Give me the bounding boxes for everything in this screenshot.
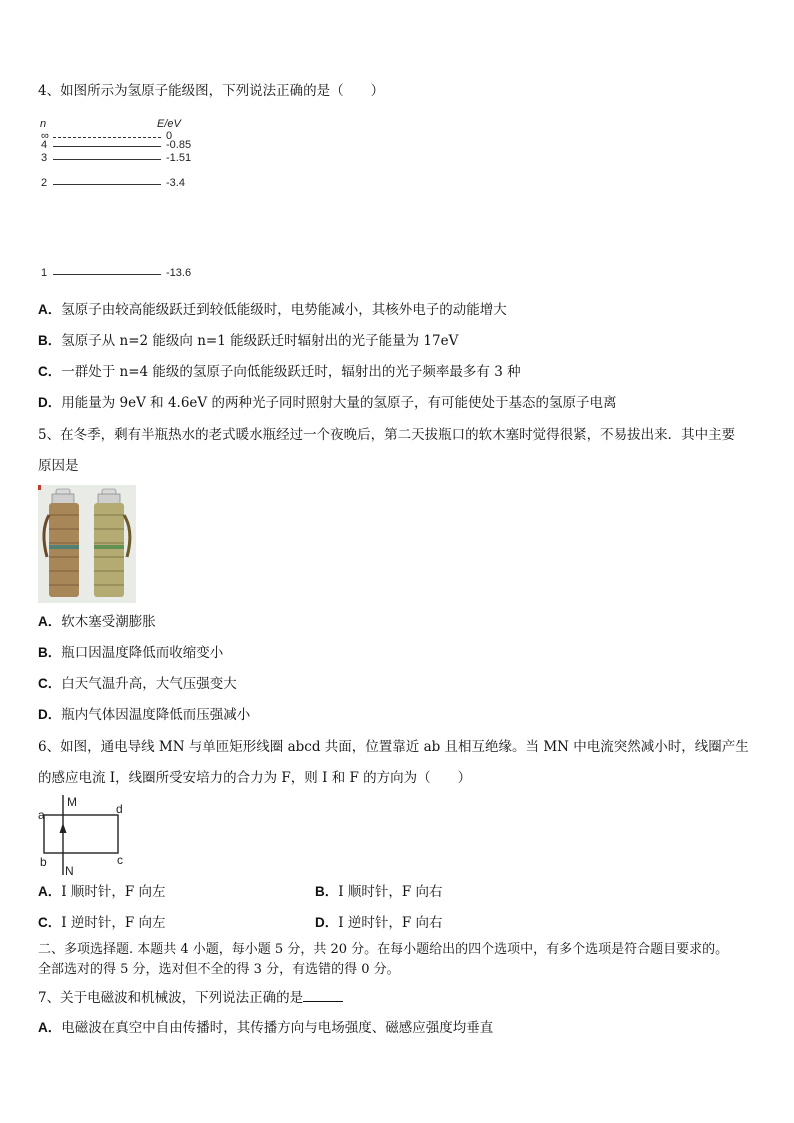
option-text: 软木塞受潮膨胀 xyxy=(61,614,156,630)
level-line-1 xyxy=(53,274,161,275)
q6-option-d[interactable] xyxy=(315,914,443,932)
option-label: D． xyxy=(38,395,62,410)
option-text: I 顺时针，F 向左 xyxy=(61,884,166,900)
q6-stem-line1: 6、如图，通电导线 MN 与单匝矩形线圈 abcd 共面，位置靠近 ab 且相互绝缘。当 MN 中电流突然减小时，线圈产生 xyxy=(38,739,749,755)
q6-option-b[interactable] xyxy=(315,883,443,901)
vertex-d-label: d xyxy=(116,802,123,816)
level-n-inf: ∞ xyxy=(41,130,49,142)
section2-instructions-line1: 二、多项选择题. 本题共 4 小题，每小题 5 分，共 20 分。在每小题给出的四个选项中，有多个选项是符合题目要求的。 xyxy=(38,942,729,957)
q5-stem-line1: 5、在冬季，剩有半瓶热水的老式暖水瓶经过一个夜晚后，第二天拔瓶口的软木塞时觉得很紧，不易拔出来．其中主要 xyxy=(38,427,736,443)
level-line-2 xyxy=(53,184,161,185)
option-label: A． xyxy=(38,1020,62,1035)
vertex-b-label: b xyxy=(40,855,47,869)
option-text: I 顺时针，F 向右 xyxy=(338,884,443,900)
wire-end-m-label: M xyxy=(67,795,77,809)
answer-blank[interactable] xyxy=(303,988,343,1002)
level-n-1: 1 xyxy=(41,267,48,279)
option-label: C． xyxy=(38,915,62,930)
q4-option-a[interactable] xyxy=(38,301,507,319)
option-label: C． xyxy=(38,364,62,379)
q4-stem: 4、如图所示为氢原子能级图，下列说法正确的是（ ） xyxy=(38,83,385,99)
level-line-3 xyxy=(53,159,161,160)
energy-axis-label: E/eV xyxy=(157,118,181,130)
level-line-4 xyxy=(53,146,161,147)
option-text: 氢原子由较高能级跃迁到较低能级时，电势能减小，其核外电子的动能增大 xyxy=(61,302,507,318)
option-text: 用能量为 9eV 和 4.6eV 的两种光子同时照射大量的氢原子，有可能使处于基态的氢原子电离 xyxy=(61,395,617,411)
level-e-3: -1.51 xyxy=(166,152,192,164)
option-label: B． xyxy=(315,884,339,899)
level-e-1: -13.6 xyxy=(166,267,192,279)
level-n-3: 3 xyxy=(41,152,48,164)
q5-option-c[interactable] xyxy=(38,675,237,693)
n-axis-label: n xyxy=(40,118,47,130)
option-label: D． xyxy=(38,707,62,722)
vertex-a-label: a xyxy=(38,808,45,822)
option-label: B． xyxy=(38,333,62,348)
option-label: A． xyxy=(38,884,62,899)
option-label: D． xyxy=(315,915,339,930)
option-text: 一群处于 n=4 能级的氢原子向低能级跃迁时，辐射出的光子频率最多有 3 种 xyxy=(61,364,521,380)
q7-option-a[interactable] xyxy=(38,1019,493,1037)
q5-option-a[interactable] xyxy=(38,613,156,631)
q5-option-d[interactable] xyxy=(38,706,250,724)
thermos-bottles-photo xyxy=(38,485,136,603)
q6-option-a[interactable] xyxy=(38,883,166,901)
option-text: 白天气温升高，大气压强变大 xyxy=(61,676,237,692)
level-n-4: 4 xyxy=(41,139,48,151)
q4-option-c[interactable] xyxy=(38,363,521,381)
q4-option-d[interactable] xyxy=(38,394,616,412)
option-label: B． xyxy=(38,645,62,660)
section2-instructions-line2: 全部选对的得 5 分，选对但不全的得 3 分，有选错的得 0 分。 xyxy=(38,962,400,977)
current-arrow-icon xyxy=(60,823,67,833)
level-n-2: 2 xyxy=(41,177,48,189)
option-text: 瓶内气体因温度降低而压强减小 xyxy=(61,707,251,723)
vertex-c-label: c xyxy=(117,853,123,867)
wire-end-n-label: N xyxy=(65,864,74,877)
option-text: 瓶口因温度降低而收缩变小 xyxy=(61,645,224,661)
q7-stem xyxy=(38,988,343,1007)
q4-option-b[interactable] xyxy=(38,332,458,350)
level-e-4: -0.85 xyxy=(166,139,192,151)
level-line-inf xyxy=(53,137,161,138)
option-label: C． xyxy=(38,676,62,691)
q7-stem-text: 7、关于电磁波和机械波，下列说法正确的是 xyxy=(38,990,304,1006)
option-text: I 逆时针，F 向右 xyxy=(338,915,443,931)
option-label: A． xyxy=(38,614,62,629)
option-label: A． xyxy=(38,302,62,317)
level-e-2: -3.4 xyxy=(166,177,185,189)
q6-stem-line2: 的感应电流 I，线圈所受安培力的合力为 F，则 I 和 F 的方向为（ ） xyxy=(38,770,472,786)
q5-stem-line2: 原因是 xyxy=(38,458,79,474)
option-text: 氢原子从 n=2 能级向 n=1 能级跃迁时辐射出的光子能量为 17eV xyxy=(61,333,459,349)
option-text: I 逆时针，F 向左 xyxy=(61,915,166,931)
option-text: 电磁波在真空中自由传播时，其传播方向与电场强度、磁感应强度均垂直 xyxy=(61,1020,494,1036)
level-e-inf: 0 xyxy=(166,130,173,142)
q6-option-c[interactable] xyxy=(38,914,166,932)
wire-and-coil-diagram xyxy=(38,793,128,877)
rectangular-coil xyxy=(44,815,118,853)
q5-option-b[interactable] xyxy=(38,644,223,662)
